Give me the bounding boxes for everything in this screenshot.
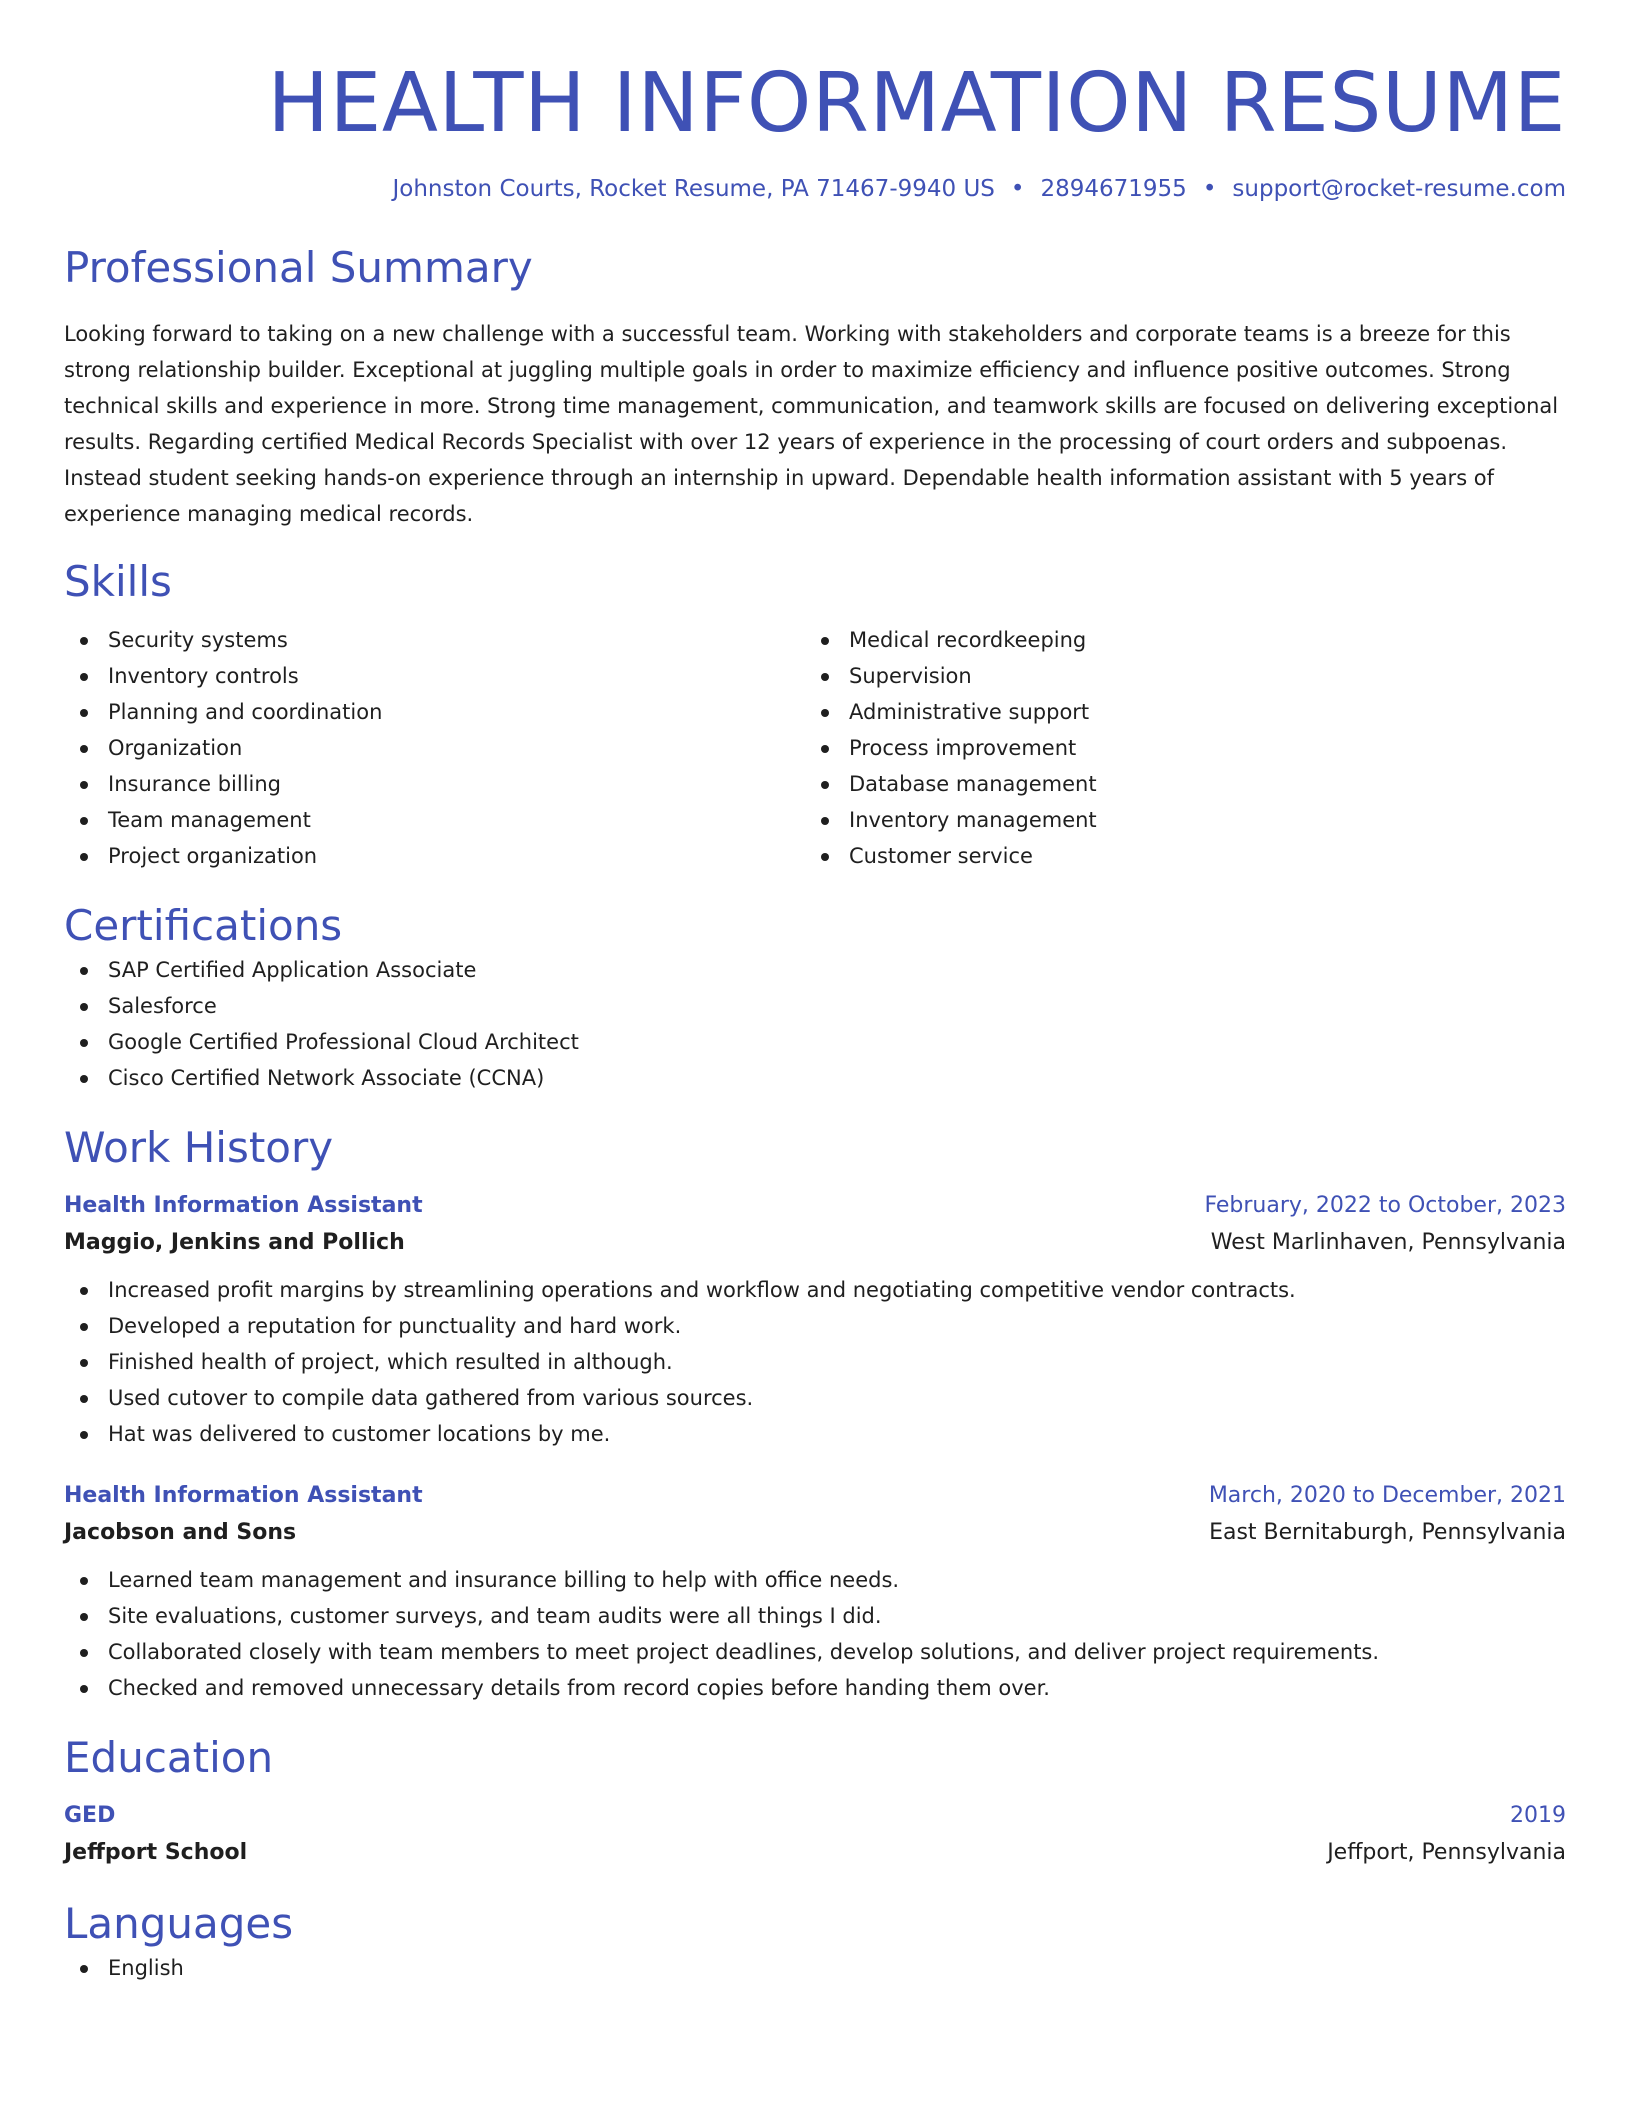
summary-heading: Professional Summary <box>64 243 533 292</box>
education-degree: GED <box>64 1803 116 1828</box>
job-bullet: Checked and removed unnecessary details from record copies before handing them over. <box>64 1670 1566 1706</box>
skill-item: Security systems <box>64 622 805 658</box>
skill-item: Customer service <box>805 838 1546 874</box>
job-bullet: Hat was delivered to customer locations by me. <box>64 1416 1566 1452</box>
skill-item: Project organization <box>64 838 805 874</box>
job-company: Jacobson and Sons <box>64 1520 297 1545</box>
job-entry <box>64 1478 1566 1706</box>
skill-item: Team management <box>64 802 805 838</box>
contact-phone: 2894671955 <box>1040 176 1187 202</box>
skills-column-left <box>64 622 805 874</box>
skill-item: Planning and coordination <box>64 694 805 730</box>
summary-text: Looking forward to taking on a new challenge with a successful team. Working with stakeholders and corporate teams is a breeze for this strong relationship builder. Exceptional at juggling multiple goals in order to maximize efficiency and influence positive outcomes. Strong technical skills and experience in more. Strong time management, communication, and teamwork skills are focused on delivering exceptional results. Regarding certified Medical Records Specialist with over 12 years of experience in the processing of court orders and subpoenas. Instead student seeking hands-on experience through an internship in upward. Dependable health information assistant with 5 years of experience managing medical records. <box>64 322 1559 526</box>
contact-separator: • <box>1010 176 1025 202</box>
certification-item: Cisco Certified Network Associate (CCNA) <box>64 1060 1566 1096</box>
education-entry <box>64 1798 1566 1872</box>
education-location: Jeffport, Pennsylvania <box>1327 1840 1566 1865</box>
job-location: West Marlinhaven, Pennsylvania <box>1210 1230 1566 1255</box>
certification-item: Google Certified Professional Cloud Architect <box>64 1024 1566 1060</box>
contact-separator: • <box>1202 176 1217 202</box>
work-history-heading: Work History <box>64 1123 334 1172</box>
skills-heading: Skills <box>64 557 172 606</box>
job-location: East Bernitaburgh, Pennsylvania <box>1209 1520 1566 1545</box>
education-school: Jeffport School <box>64 1840 248 1865</box>
skills-column-right <box>805 622 1546 874</box>
skill-item: Inventory management <box>805 802 1546 838</box>
job-title: Health Information Assistant <box>64 1483 423 1508</box>
certifications-list <box>64 952 1566 1096</box>
contact-line <box>64 174 1566 204</box>
skill-item: Supervision <box>805 658 1546 694</box>
language-item: English <box>64 1950 1566 1986</box>
job-dates: March, 2020 to December, 2021 <box>1208 1483 1566 1508</box>
certification-item: SAP Certified Application Associate <box>64 952 1566 988</box>
contact-address: Johnston Courts, Rocket Resume, PA 71467-9940 US <box>392 176 995 202</box>
job-bullet: Developed a reputation for punctuality and hard work. <box>64 1308 1566 1344</box>
skill-item: Database management <box>805 766 1546 802</box>
skill-item: Medical recordkeeping <box>805 622 1546 658</box>
job-title: Health Information Assistant <box>64 1193 423 1218</box>
skills-columns <box>64 622 1566 874</box>
certifications-heading: Certifications <box>64 901 343 950</box>
job-bullet: Site evaluations, customer surveys, and team audits were all things I did. <box>64 1598 1566 1634</box>
certification-item: Salesforce <box>64 988 1566 1024</box>
job-bullet: Increased profit margins by streamlining operations and workflow and negotiating competitive vendor contracts. <box>64 1272 1566 1308</box>
skill-item: Organization <box>64 730 805 766</box>
job-bullet: Learned team management and insurance billing to help with office needs. <box>64 1562 1566 1598</box>
job-bullets <box>64 1562 1566 1706</box>
languages-heading: Languages <box>64 1899 294 1948</box>
resume-name-title: HEALTH INFORMATION RESUME <box>267 56 1566 151</box>
skill-item: Insurance billing <box>64 766 805 802</box>
education-heading: Education <box>64 1733 274 1782</box>
resume-page <box>64 0 1566 1986</box>
job-entry <box>64 1188 1566 1452</box>
job-dates: February, 2022 to October, 2023 <box>1204 1193 1566 1218</box>
languages-list <box>64 1950 1566 1986</box>
job-bullet: Used cutover to compile data gathered from various sources. <box>64 1380 1566 1416</box>
job-bullet: Collaborated closely with team members to meet project deadlines, develop solutions, and deliver project requirements. <box>64 1634 1566 1670</box>
skill-item: Process improvement <box>805 730 1546 766</box>
job-bullet: Finished health of project, which resulted in although. <box>64 1344 1566 1380</box>
job-company: Maggio, Jenkins and Pollich <box>64 1230 405 1255</box>
contact-email: support@rocket-resume.com <box>1232 176 1566 202</box>
skill-item: Administrative support <box>805 694 1546 730</box>
job-bullets <box>64 1272 1566 1452</box>
skill-item: Inventory controls <box>64 658 805 694</box>
education-year: 2019 <box>1510 1803 1566 1828</box>
